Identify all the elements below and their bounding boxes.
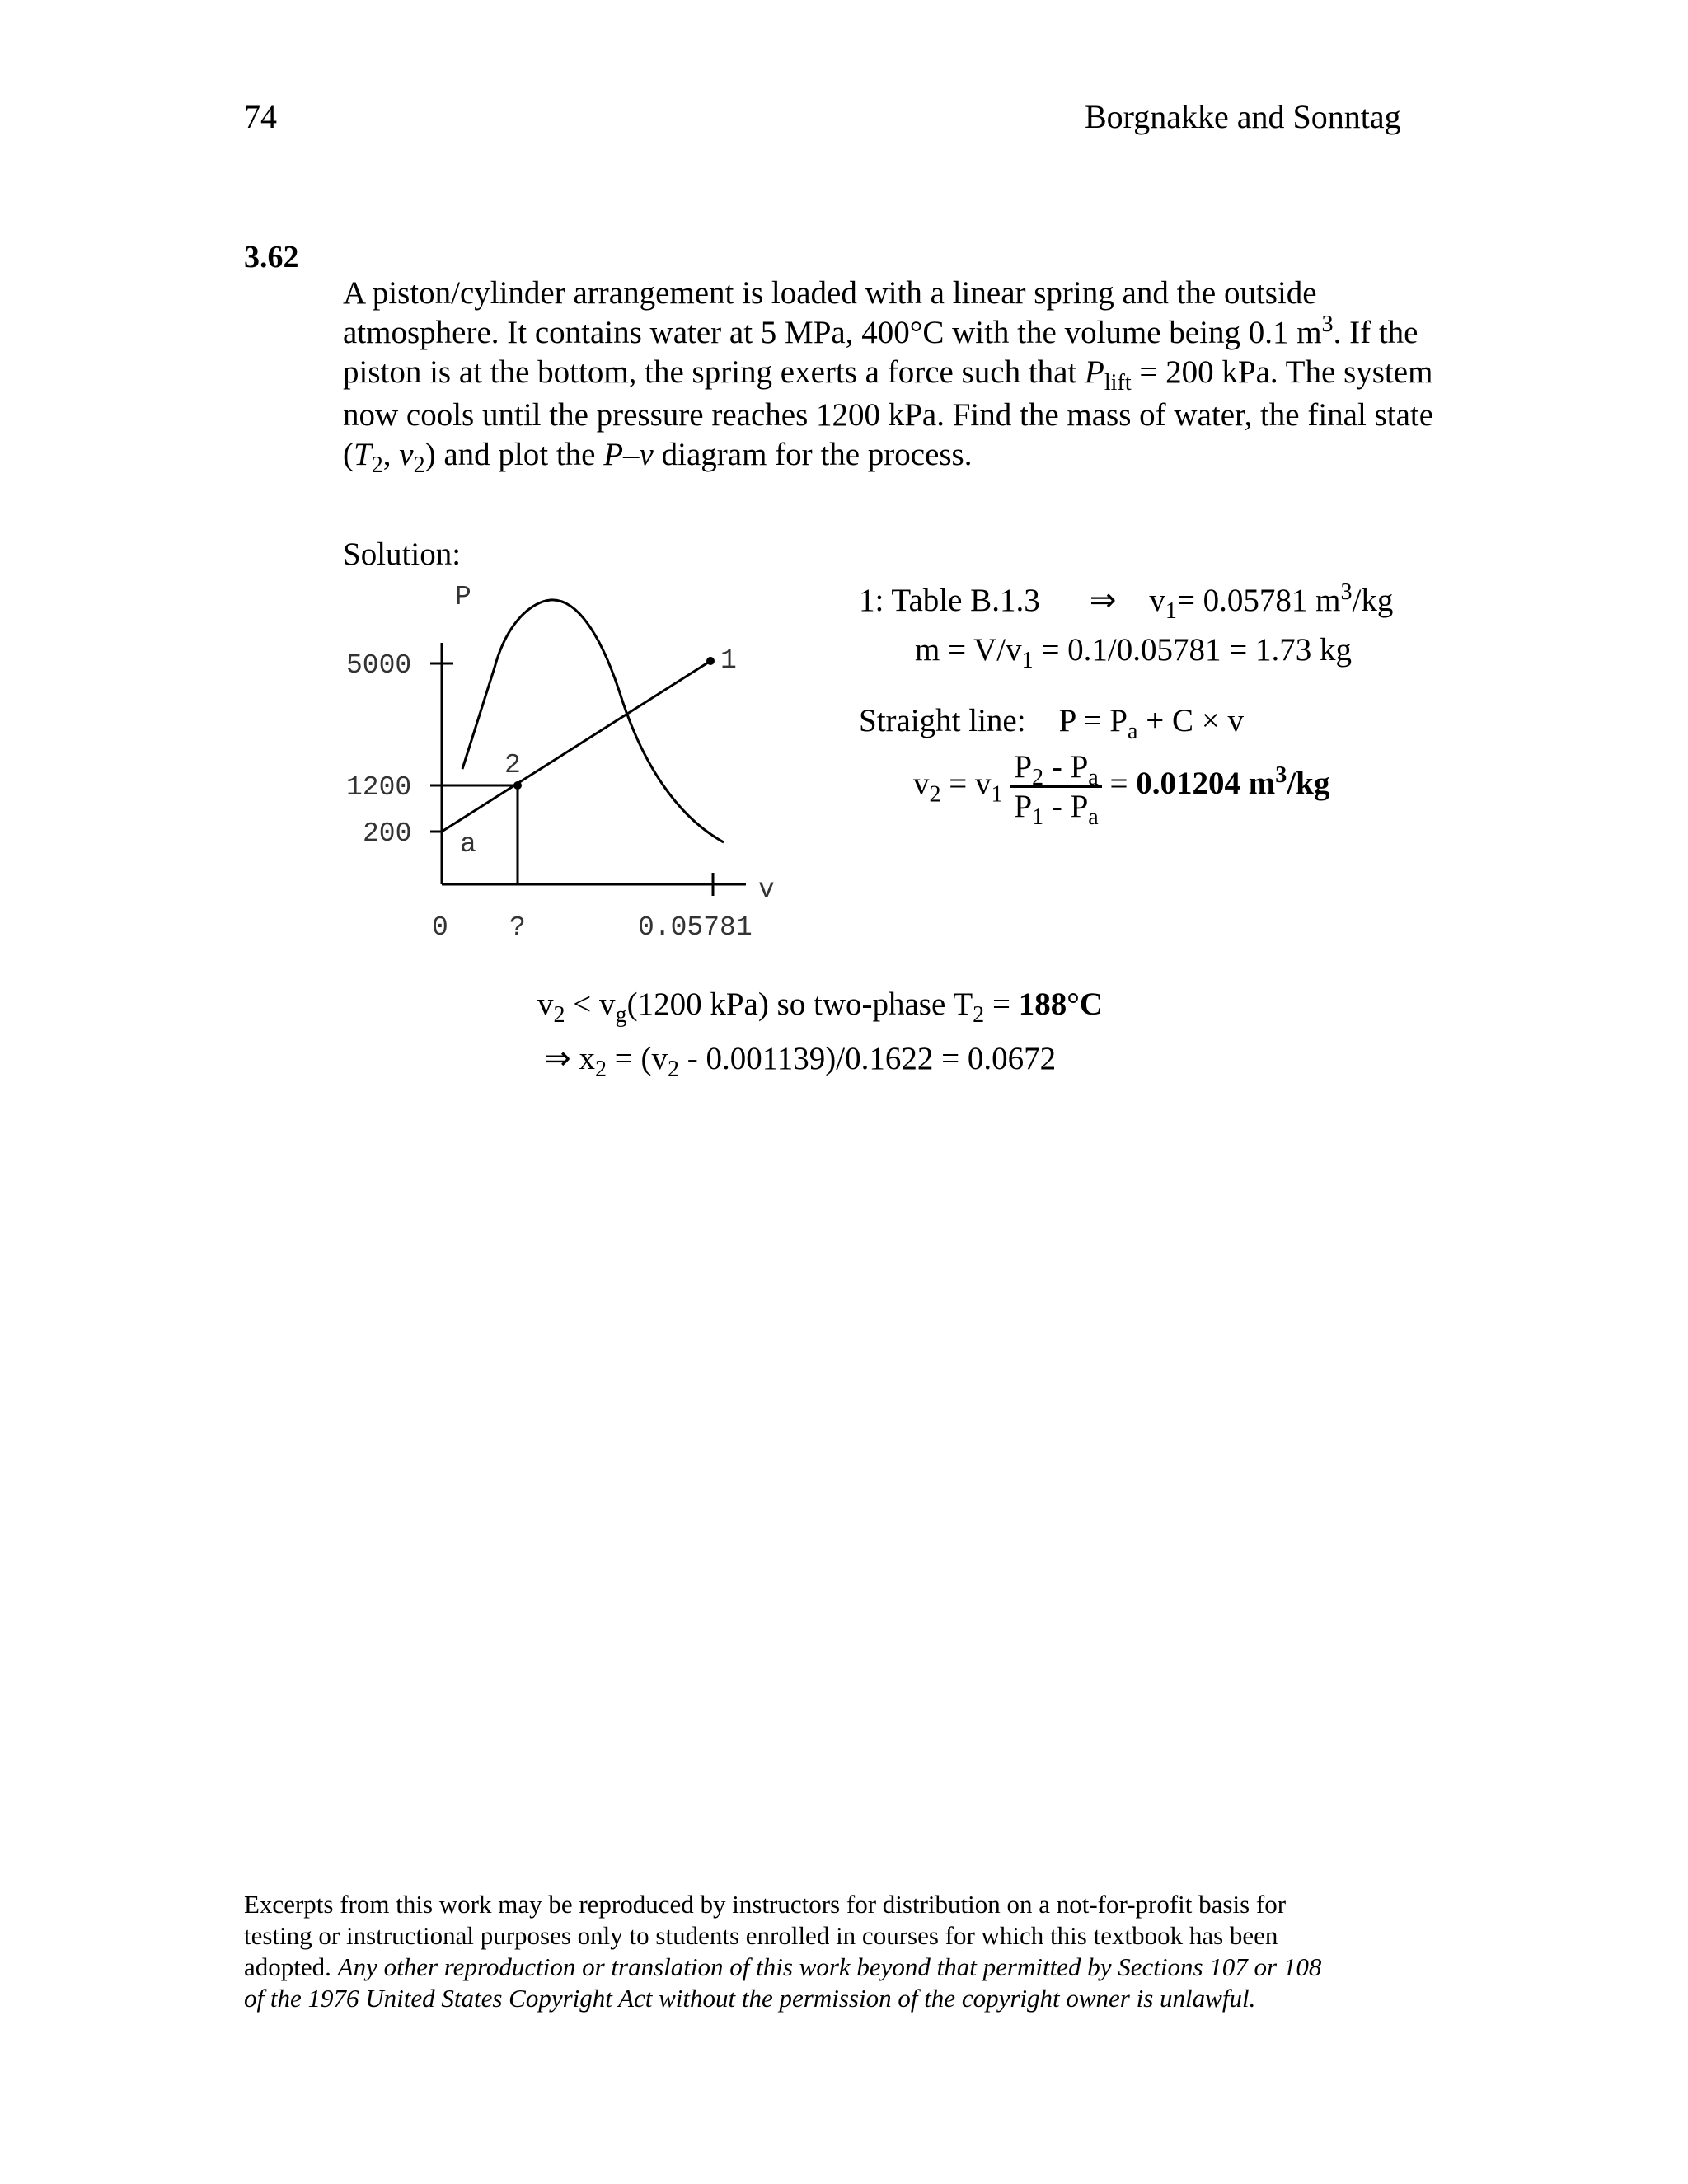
problem-line-1: A piston/cylinder arrangement is loaded with a linear spring and the outside <box>343 275 1317 311</box>
page-number: 74 <box>244 98 277 135</box>
state-1-point <box>706 657 715 665</box>
mass-calculation: $m = V/v_1 = 0.1/0.05781 = 1.73$ kg <box>915 632 1353 673</box>
v-axis-label: v <box>758 874 775 905</box>
pv-diagram <box>330 577 791 948</box>
quality-calculation: ⇒ $x_2 = (v_2 - 0.001139)/0.1622 = 0.0672$ <box>544 1041 1057 1082</box>
straight-line-equation: Straight line: $P = P_a + C \times v$ <box>859 703 1244 744</box>
p-axis-label: P <box>455 582 471 612</box>
problem-line-5: ($T_2$, $v_2$) and plot the P–v diagram for the process. <box>343 437 973 478</box>
running-header-authors: Borgnakke and Sonntag <box>1085 98 1401 135</box>
t2-result: 188°C <box>1018 987 1103 1022</box>
spring-process-line <box>442 661 710 832</box>
saturation-dome <box>462 600 724 842</box>
pressure-ratio-fraction: $\frac{P_2 - P_a}{P_1 - P_a}$ <box>1010 748 1101 825</box>
state-2-label: 2 <box>504 750 521 780</box>
v-tick-label-v1: 0.05781 <box>638 912 753 943</box>
step-1-table: 1: Table B.1.3 ⇒ $v_1= 0.05781$ $m^3/kg$ <box>859 579 1394 624</box>
p-tick-label-1200: 1200 <box>346 772 412 803</box>
two-phase-conclusion: $v_2 < v_g(1200$ kPa) so two-phase $T_2 = 188^\circ C$ <box>537 987 1103 1028</box>
problem-line-3: piston is at the bottom, the spring exerts a force such that $P_{lift} = 200$ kPa. The system <box>343 354 1433 396</box>
solution-label: Solution: <box>343 537 462 572</box>
problem-number: 3.62 <box>244 240 299 274</box>
state-1-label: 1 <box>720 645 737 676</box>
problem-line-2: atmosphere. It contains water at 5 MPa, 400°C with the volume being 0.1 $m^3$. If the <box>343 312 1418 350</box>
v2-equation: $v_2 = v_1$ $\frac{P_2 - P_a}{P_1 - P_a}$ = 0.01204 $m^3/kg$ <box>913 749 1330 830</box>
copyright-footer: Excerpts from this work may be reproduced by instructors for distribution on a not-for-profit basis for testing or instructional purposes only to students enrolled in courses for which this textbook has been adopted. Any other reproduction or translation of this work beyond that permitted by Sections 107 or 108 of the 1976 United States Copyright Act without the permission of the copyright owner is unlawful. <box>244 1890 1322 2013</box>
problem-statement <box>343 274 1480 478</box>
p-tick-label-200: 200 <box>363 818 412 849</box>
v2-result: 0.01204 m <box>1136 766 1276 802</box>
v-tick-label-v2: ? <box>509 912 526 943</box>
state-a-label: a <box>460 829 476 860</box>
p-tick-label-5000: 5000 <box>346 650 412 681</box>
state-2-point <box>513 781 522 790</box>
v-tick-label-0: 0 <box>432 912 448 943</box>
problem-line-4: now cools until the pressure reaches 1200 kPa. Find the mass of water, the final state <box>343 397 1434 433</box>
